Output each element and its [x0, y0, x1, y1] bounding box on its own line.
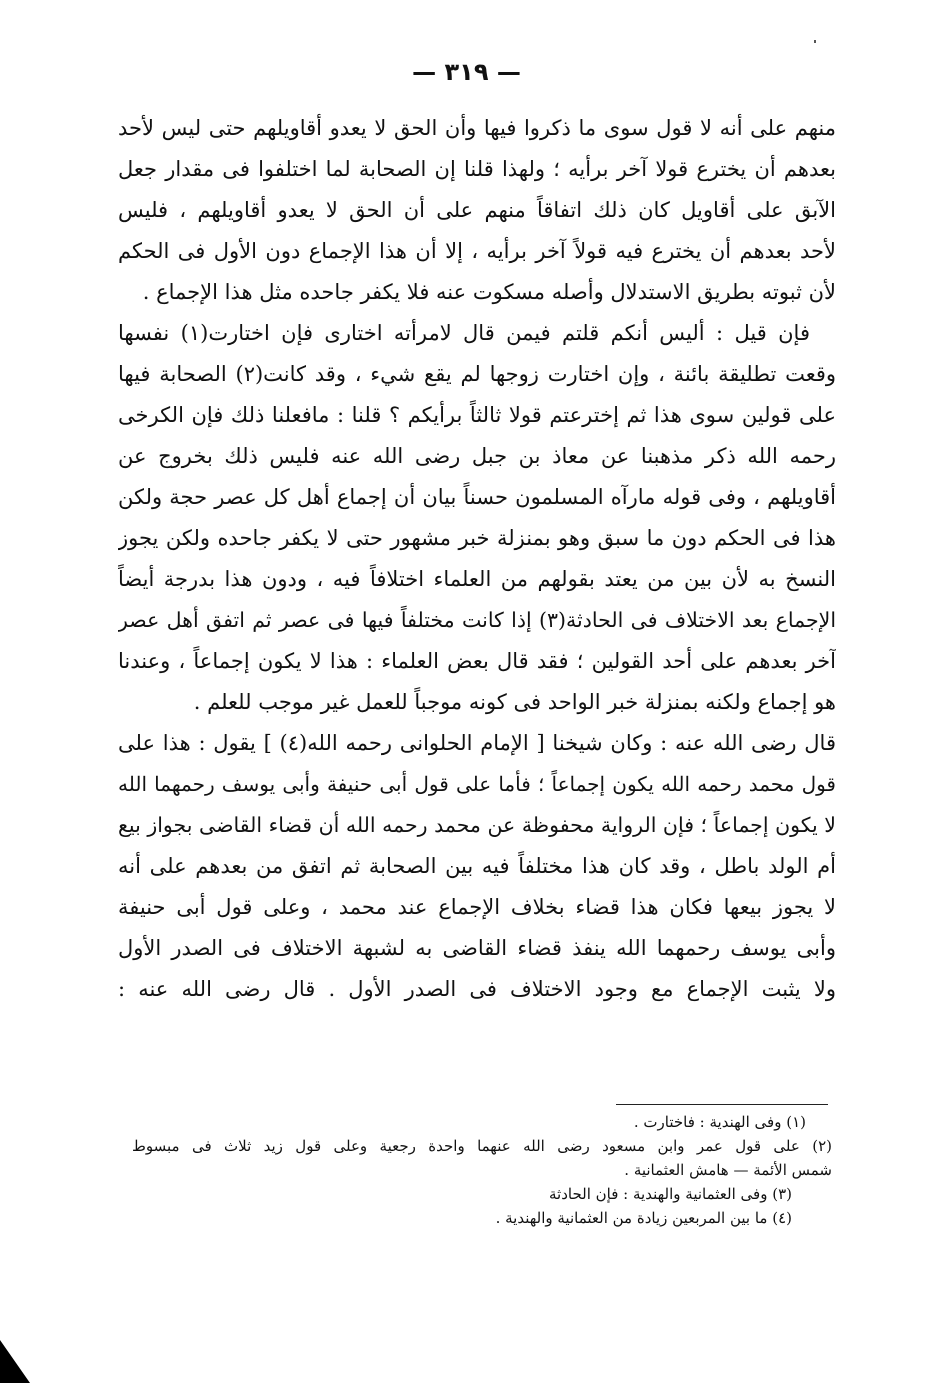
footnotes — [132, 1110, 832, 1230]
text-line: لا يجوز بيعها فكان هذا قضاء بخلاف الإجماع عند محمد ، وعلى قول أبى حنيفة — [118, 895, 836, 919]
footnote-2: (٢) على قول عمر وابن مسعود رضى الله عنهما واحدة رجعية وعلى قول زيد ثلاث فى مبسوط — [132, 1137, 832, 1155]
text-line: على قولين سوى هذا ثم إخترعتم قولا ثالثاً برأيكم ؟ قلنا : مافعلنا ذلك فإن الكرخى — [118, 403, 836, 427]
text-line: لا يكون إجماعاً ؛ فإن الرواية محفوظة عن محمد رحمه الله أن قضاء القاضى بجواز بيع — [118, 813, 836, 837]
text-line: آخر بعدهم على أحد القولين ؛ فقد قال بعض العلماء : هذا لا يكون إجماعاً ، وعندنا — [118, 649, 836, 673]
text-line: هو إجماع ولكنه بمنزلة خبر الواحد فى كونه موجباً للعمل غير موجب للعلم . — [193, 690, 836, 714]
footnote-4: (٤) ما بين المربعين زيادة من العثمانية والهندية . — [495, 1209, 792, 1227]
text-line: هذا فى الحكم دون ما سبق وهو بمنزلة خبر مشهور حتى لا يكفر جاحده ولكن يجوز — [118, 526, 836, 550]
text-line: النسخ به لأن بين من يعتد بقولهم من العلماء اختلافاً فيه ، ودون هذا بدرجة أيضاً — [118, 567, 836, 591]
page-number: — ٣١٩ — — [412, 58, 521, 86]
text-line: رحمه الله ذكر مذهبنا عن معاذ بن جبل رضى الله عنه فليس ذلك بخروج عن — [118, 444, 836, 468]
text-line: قال رضى الله عنه : وكان شيخنا [ الإمام الحلوانى رحمه الله(٤) ] يقول : هذا على — [118, 731, 836, 755]
text-line: أقاويلهم ، وفى قوله مارآه المسلمون حسناً بيان أن إجماع أهل كل عصر حجة ولكن — [118, 485, 836, 509]
text-line: منهم على أنه لا قول سوى ما ذكروا فيها وأن الحق لا يعدو أقاويلهم حتى ليس لأحد — [118, 116, 836, 140]
scan-corner-mark — [0, 1340, 30, 1383]
text-line: ولا يثبت الإجماع مع وجود الاختلاف فى الصدر الأول . قال رضى الله عنه : — [118, 977, 836, 1001]
text-line: الإجماع بعد الاختلاف فى الحادثة(٣) إذا كانت مختلفاً فيها فى عصر ثم اتفق أهل عصر — [118, 608, 836, 632]
main-text-block — [118, 108, 836, 1010]
footnote-separator — [616, 1104, 828, 1105]
text-line: لأحد بعدهم أن يخترع فيه قولاً آخر برأيه ، إلا أن هذا الإجماع دون الأول فى الحكم — [118, 239, 836, 263]
text-line: الآبق على أقاويل كان ذلك اتفاقاً منهم على أن الحق لا يعدو أقاويلهم ، فليس — [118, 198, 836, 222]
scan-speck — [814, 40, 816, 43]
footnote-2-continuation: شمس الأئمة — هامش العثمانية . — [624, 1161, 832, 1179]
text-line: وقعت تطليقة بائنة ، وإن اختارت زوجها لم يقع شيء ، وقد كانت(٢) الصحابة فيها — [118, 362, 836, 386]
text-line: وأبى يوسف رحمهما الله ينفذ قضاء القاضى به لشبهة الاختلاف فى الصدر الأول — [118, 936, 836, 960]
text-line: لأن ثبوته بطريق الاستدلال وأصله مسكوت عنه فلا يكفر جاحده مثل هذا الإجماع . — [142, 280, 836, 304]
text-line: أم الولد باطل ، وقد كان هذا مختلفاً فيه بين الصحابة ثم اتفق من بعدهم على أنه — [118, 854, 836, 878]
text-line: بعدهم أن يخترع قولا آخر برأيه ؛ ولهذا قلنا إن الصحابة لما اختلفوا فى مقدار جعل — [118, 157, 836, 181]
text-line: قول محمد رحمه الله يكون إجماعاً ؛ فأما على قول أبى حنيفة وأبى يوسف رحمهما الله — [118, 772, 836, 796]
text-line: فإن قيل : أليس أنكم قلتم فيمن قال لامرأته اختارى فإن اختارت(١) نفسها — [118, 321, 810, 345]
footnote-3: (٣) وفى العثمانية والهندية : فإن الحادثة — [549, 1185, 792, 1203]
footnote-1: (١) وفى الهندية : فاختارت . — [633, 1113, 806, 1131]
